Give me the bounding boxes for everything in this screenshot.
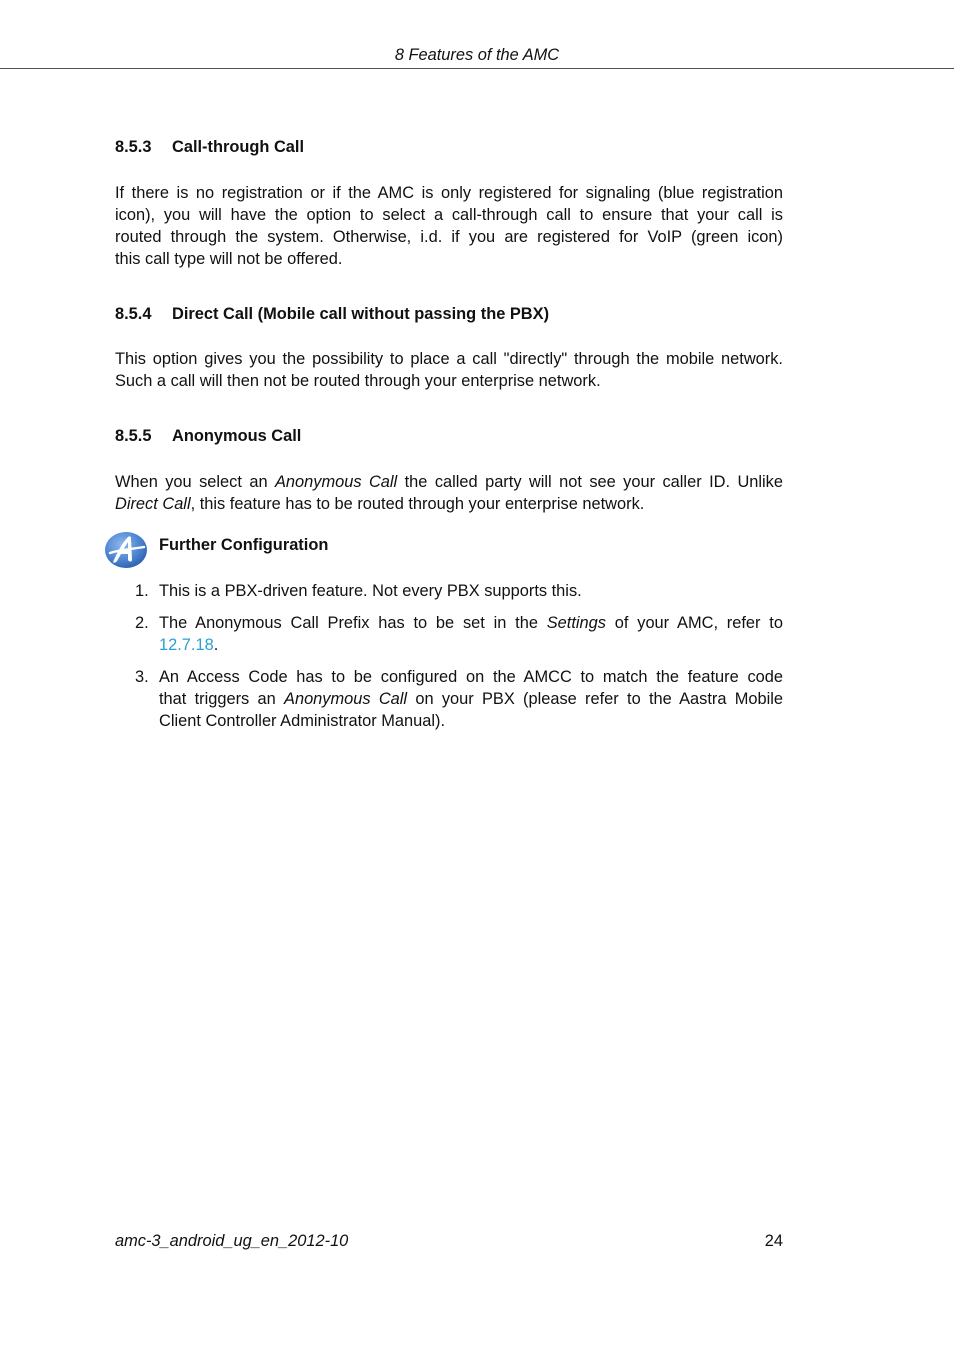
text-line: icon), you will have the option to select a call-through call to ensure that your call is (115, 206, 783, 224)
list-item (135, 580, 783, 602)
text-line: This is a PBX-driven feature. Not every PBX supports this. (159, 582, 582, 600)
emphasis: Settings (546, 614, 606, 632)
emphasis: Anonymous Call (284, 690, 408, 708)
section-number: 8.5.3 (115, 138, 152, 156)
text-line (159, 612, 783, 634)
text-line: If there is no registration or if the AMC is only registered for signaling (blue registration (115, 184, 783, 202)
paragraph-anonymous-call (115, 471, 783, 515)
section-heading-8-5-4 (115, 305, 549, 324)
footer-page-number: 24 (764, 1232, 783, 1250)
text-line: this call type will not be offered. (115, 250, 343, 268)
section-number: 8.5.5 (115, 427, 152, 445)
cross-reference-link[interactable]: 12.7.18 (159, 636, 214, 654)
list-marker: 1. (135, 582, 149, 600)
text-line: Client Controller Administrator Manual). (159, 712, 446, 730)
section-title: Anonymous Call (172, 427, 302, 445)
text-run: , this feature has to be routed through your enterprise network. (190, 495, 645, 513)
section-number: 8.5.4 (115, 305, 152, 323)
text-line (159, 634, 783, 656)
text-run: When you select an (115, 473, 275, 491)
text-run: on your PBX (please refer to the Aastra Mobile (407, 690, 784, 708)
list-marker: 3. (135, 668, 149, 686)
text-line (115, 471, 783, 493)
text-run: of your AMC, refer to (605, 614, 783, 632)
text-line: routed through the system. Otherwise, i.d. if you are registered for VoIP (green icon) (115, 228, 783, 246)
header-rule (0, 68, 954, 69)
text-run: that triggers an (159, 690, 285, 708)
section-title: Call-through Call (172, 138, 305, 156)
section-heading-8-5-5 (115, 427, 301, 446)
section-heading-8-5-3 (115, 138, 304, 157)
text-line: Such a call will then not be routed through your enterprise network. (115, 372, 601, 390)
text-line: This option gives you the possibility to place a call "directly" through the mobile network. (115, 350, 783, 368)
paragraph-direct-call (115, 348, 783, 392)
further-configuration-title: Further Configuration (159, 536, 329, 554)
text-run: . (213, 636, 219, 654)
text-line: An Access Code has to be configured on the AMCC to match the feature code (159, 668, 783, 686)
aastra-a-icon (104, 531, 148, 569)
emphasis: Direct Call (115, 495, 191, 513)
list-marker: 2. (135, 614, 149, 632)
section-title: Direct Call (Mobile call without passing the PBX) (172, 305, 550, 323)
footer-document-id: amc-3_android_ug_en_2012-10 (115, 1232, 349, 1250)
text-line (115, 493, 783, 515)
list-item (135, 666, 784, 732)
text-run: the called party will not see your caller ID. Unlike (397, 473, 783, 491)
text-run: The Anonymous Call Prefix has to be set in the (159, 614, 547, 632)
running-header: 8 Features of the AMC (394, 46, 560, 64)
text-line (159, 688, 783, 710)
list-item (135, 612, 783, 656)
paragraph-call-through (115, 182, 783, 270)
emphasis: Anonymous Call (274, 473, 398, 491)
